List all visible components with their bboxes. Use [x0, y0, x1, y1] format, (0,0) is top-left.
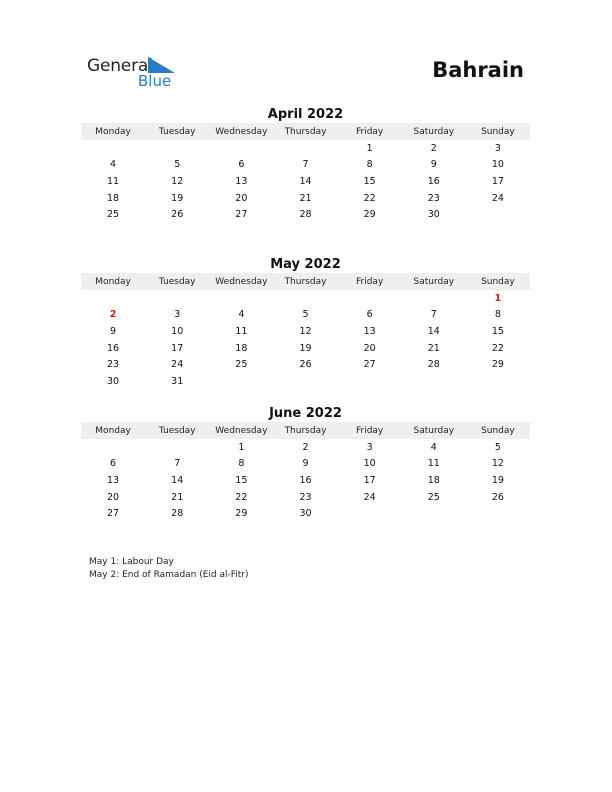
weekday-label: Tuesday [158, 276, 196, 287]
day-cell: 15 [235, 474, 248, 486]
day-cell: 14 [171, 474, 184, 486]
day-cell: 25 [107, 209, 120, 221]
month-may [81, 256, 530, 390]
weekday-label: Sunday [481, 425, 515, 436]
day-cell: 19 [491, 474, 504, 486]
weekday-label: Sunday [481, 126, 515, 137]
weekday-label: Friday [355, 425, 384, 436]
day-cell: 30 [427, 209, 440, 221]
day-cell: 17 [171, 342, 184, 354]
week-row [81, 456, 530, 473]
day-cell: 10 [171, 325, 184, 337]
day-cell: 26 [491, 491, 504, 503]
week-row [81, 173, 530, 190]
week-row [81, 140, 530, 157]
week-row [81, 323, 530, 340]
logo-general-text: General [87, 56, 153, 76]
day-cell: 1 [366, 142, 373, 154]
day-cell: 28 [427, 359, 440, 371]
day-cell: 10 [491, 159, 504, 171]
month-june [81, 405, 530, 522]
day-cell: 22 [491, 342, 504, 354]
day-cell: 6 [110, 458, 117, 470]
month-title: April 2022 [267, 107, 344, 122]
day-cell: 20 [363, 342, 376, 354]
logo-flag-icon [148, 57, 175, 73]
week-row [81, 190, 530, 207]
day-cell: 17 [363, 474, 376, 486]
day-cell: 19 [299, 342, 312, 354]
day-cell: 1 [494, 292, 502, 304]
weekday-label: Saturday [413, 126, 455, 137]
holiday-notes [89, 556, 249, 582]
day-cell: 2 [109, 309, 117, 321]
day-cell: 28 [171, 508, 184, 520]
weekday-header-row [81, 123, 530, 140]
weekday-label: Monday [95, 126, 131, 137]
day-cell: 12 [171, 175, 184, 187]
day-cell: 24 [363, 491, 376, 503]
day-cell: 27 [363, 359, 376, 371]
weekday-label: Monday [95, 276, 131, 287]
week-row [81, 340, 530, 357]
day-cell: 20 [235, 192, 248, 204]
day-cell: 15 [491, 325, 504, 337]
day-cell: 12 [491, 458, 504, 470]
day-cell: 9 [302, 458, 309, 470]
logo-blue-text: Blue [138, 72, 172, 90]
day-cell: 7 [174, 458, 181, 470]
week-row [81, 356, 530, 373]
weekday-label: Thursday [284, 126, 327, 137]
day-cell: 4 [238, 309, 245, 321]
weekday-label: Saturday [413, 425, 455, 436]
day-cell: 17 [491, 175, 504, 187]
generalblue-logo [87, 56, 197, 92]
day-cell: 3 [494, 142, 501, 154]
day-cell: 21 [427, 342, 440, 354]
day-cell: 18 [107, 192, 120, 204]
week-row [81, 206, 530, 223]
weekday-label: Thursday [284, 276, 327, 287]
day-cell: 23 [107, 359, 120, 371]
day-cell: 26 [171, 209, 184, 221]
day-cell: 30 [107, 375, 120, 387]
month-title: May 2022 [270, 257, 341, 272]
holiday-note: May 2: End of Ramadan (Eid al-Fitr) [89, 570, 249, 580]
day-cell: 23 [299, 491, 312, 503]
day-cell: 27 [235, 209, 248, 221]
week-row [81, 489, 530, 506]
day-cell: 13 [107, 474, 120, 486]
day-cell: 6 [366, 309, 373, 321]
day-cell: 30 [299, 508, 312, 520]
day-cell: 21 [299, 192, 312, 204]
month-title: June 2022 [269, 406, 342, 421]
weekday-label: Thursday [284, 425, 327, 436]
day-cell: 19 [171, 192, 184, 204]
day-cell: 5 [302, 309, 309, 321]
day-cell: 2 [430, 142, 437, 154]
day-cell: 20 [107, 491, 120, 503]
week-row [81, 307, 530, 324]
day-cell: 21 [171, 491, 184, 503]
day-cell: 11 [427, 458, 440, 470]
weekday-label: Wednesday [215, 425, 268, 436]
day-cell: 18 [235, 342, 248, 354]
day-cell: 5 [494, 441, 501, 453]
day-cell: 9 [110, 325, 117, 337]
week-row [81, 472, 530, 489]
day-cell: 29 [491, 359, 504, 371]
day-cell: 4 [110, 159, 117, 171]
day-cell: 2 [302, 441, 309, 453]
weekday-label: Wednesday [215, 126, 268, 137]
day-cell: 8 [494, 309, 501, 321]
day-cell: 8 [366, 159, 373, 171]
day-cell: 22 [235, 491, 248, 503]
day-cell: 3 [174, 309, 181, 321]
day-cell: 23 [427, 192, 440, 204]
weekday-label: Tuesday [158, 126, 196, 137]
week-row [81, 505, 530, 522]
country-title: Bahrain [432, 58, 524, 82]
day-cell: 24 [491, 192, 504, 204]
day-cell: 9 [430, 159, 437, 171]
day-cell: 14 [427, 325, 440, 337]
day-cell: 16 [427, 175, 440, 187]
weekday-label: Friday [355, 276, 384, 287]
day-cell: 14 [299, 175, 312, 187]
day-cell: 6 [238, 159, 245, 171]
weekday-label: Saturday [413, 276, 455, 287]
day-cell: 4 [430, 441, 437, 453]
day-cell: 7 [430, 309, 437, 321]
day-cell: 25 [235, 359, 248, 371]
day-cell: 26 [299, 359, 312, 371]
day-cell: 12 [299, 325, 312, 337]
day-cell: 18 [427, 474, 440, 486]
weekday-label: Tuesday [158, 425, 196, 436]
week-row [81, 157, 530, 174]
day-cell: 27 [107, 508, 120, 520]
week-row [81, 439, 530, 456]
day-cell: 13 [363, 325, 376, 337]
week-row [81, 290, 530, 307]
weekday-header-row [81, 422, 530, 439]
weekday-header-row [81, 273, 530, 290]
day-cell: 29 [235, 508, 248, 520]
day-cell: 11 [107, 175, 120, 187]
day-cell: 16 [299, 474, 312, 486]
holiday-note: May 1: Labour Day [89, 557, 174, 567]
day-cell: 13 [235, 175, 248, 187]
week-row [81, 373, 530, 390]
day-cell: 11 [235, 325, 248, 337]
weekday-label: Monday [95, 425, 131, 436]
day-cell: 25 [427, 491, 440, 503]
day-cell: 28 [299, 209, 312, 221]
day-cell: 29 [363, 209, 376, 221]
day-cell: 24 [171, 359, 184, 371]
day-cell: 5 [174, 159, 181, 171]
day-cell: 31 [171, 375, 184, 387]
month-april [81, 106, 530, 223]
day-cell: 8 [238, 458, 245, 470]
day-cell: 22 [363, 192, 376, 204]
day-cell: 10 [363, 458, 376, 470]
day-cell: 15 [363, 175, 376, 187]
day-cell: 7 [302, 159, 309, 171]
weekday-label: Friday [355, 126, 384, 137]
day-cell: 16 [107, 342, 120, 354]
day-cell: 3 [366, 441, 373, 453]
weekday-label: Wednesday [215, 276, 268, 287]
weekday-label: Sunday [481, 276, 515, 287]
day-cell: 1 [238, 441, 245, 453]
